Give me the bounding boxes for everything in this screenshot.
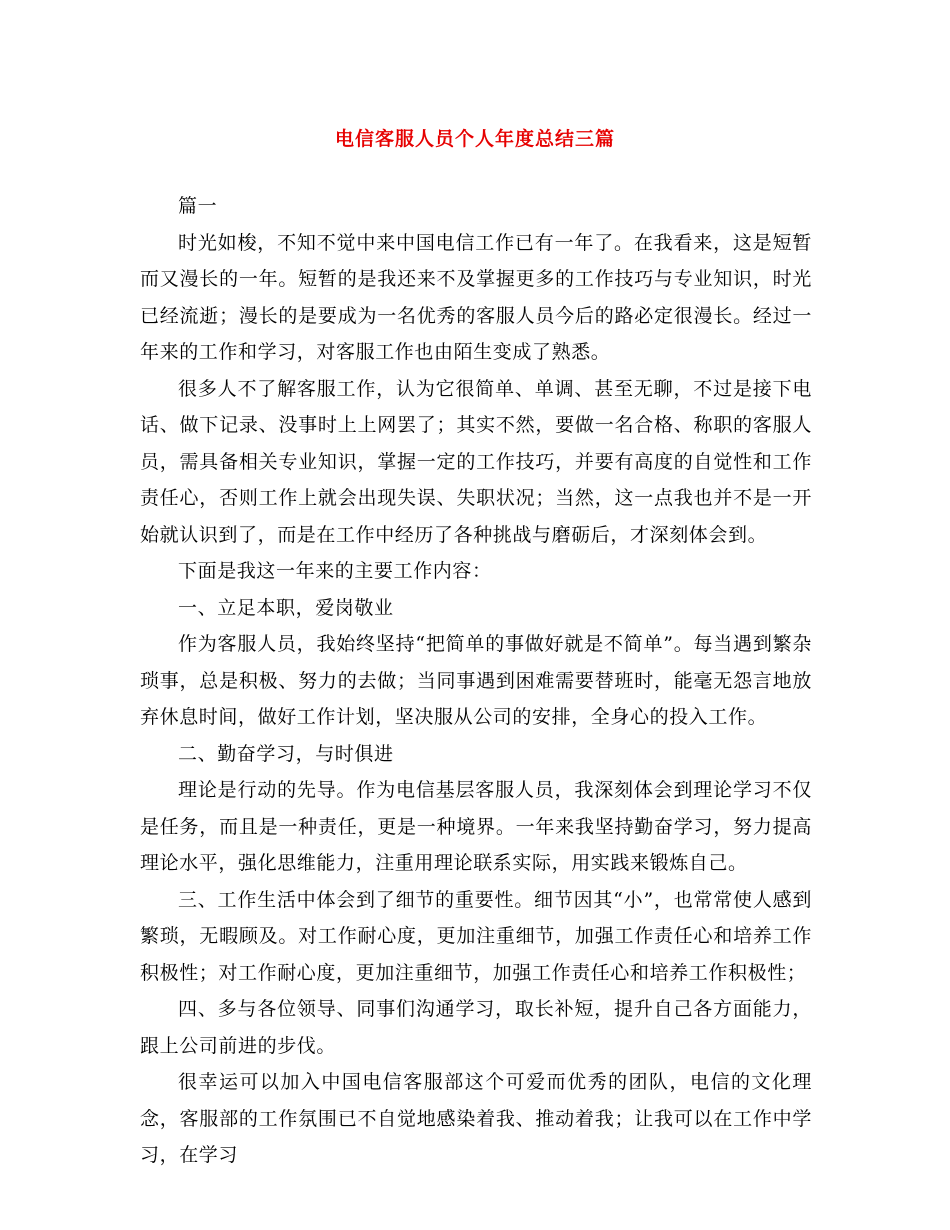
body-paragraph: 时光如梭，不知不觉中来中国电信工作已有一年了。在我看来，这是短暂而又漫长的一年。短暂的是我还来不及掌握更多的工作技巧与专业知识，时光已经流逝；漫长的是要成为一名优秀的客服人员今后的路必定很漫长。经过一年来的工作和学习，对客服工作也由陌生变成了熟悉。 xyxy=(140,231,812,363)
body-paragraph: 理论是行动的先导。作为电信基层客服人员，我深刻体会到理论学习不仅是任务，而且是一种责任，更是一种境界。一年来我坚持勤奋学习，努力提高理论水平，强化思维能力，注重用理论联系实际，用实践来锻炼自己。 xyxy=(140,779,812,874)
body-paragraph: 很多人不了解客服工作，认为它很简单、单调、甚至无聊，不过是接下电话、做下记录、没事时上上网罢了；其实不然，要做一名合格、称职的客服人员，需具备相关专业知识，掌握一定的工作技巧，并要有高度的自觉性和工作责任心，否则工作上就会出现失误、失职状况；当然，这一点我也并不是一开始就认识到了，而是在工作中经历了各种挑战与磨砺后，才深刻体会到。 xyxy=(140,377,812,546)
body-paragraph: 三、工作生活中体会到了细节的重要性。细节因其“小”，也常常使人感到繁琐，无暇顾及。对工作耐心度，更加注重细节，加强工作责任心和培养工作积极性；对工作耐心度，更加注重细节，加强工作责任心和培养工作积极性； xyxy=(140,888,812,984)
document-body xyxy=(140,188,812,1174)
body-paragraph: 四、多与各位领导、同事们沟通学习，取长补短，提升自己各方面能力，跟上公司前进的步伐。 xyxy=(140,998,812,1057)
section-label: 篇一 xyxy=(178,195,218,217)
document-title: 电信客服人员个人年度总结三篇 xyxy=(334,128,615,150)
section-heading: 一、立足本职，爱岗敬业 xyxy=(178,596,394,619)
section-heading: 二、勤奋学习，与时俱进 xyxy=(178,742,394,765)
body-paragraph: 很幸运可以加入中国电信客服部这个可爱而优秀的团队，电信的文化理念，客服部的工作氛围已不自觉地感染着我、推动着我；让我可以在工作中学习，在学习 xyxy=(140,1071,812,1166)
body-paragraph: 作为客服人员，我始终坚持“把简单的事做好就是不简单”。每当遇到繁杂琐事，总是积极、努力的去做；当同事遇到困难需要替班时，能毫无怨言地放弃休息时间，做好工作计划，坚决服从公司的安排，全身心的投入工作。 xyxy=(140,633,812,728)
body-paragraph: 下面是我这一年来的主要工作内容： xyxy=(178,560,492,582)
